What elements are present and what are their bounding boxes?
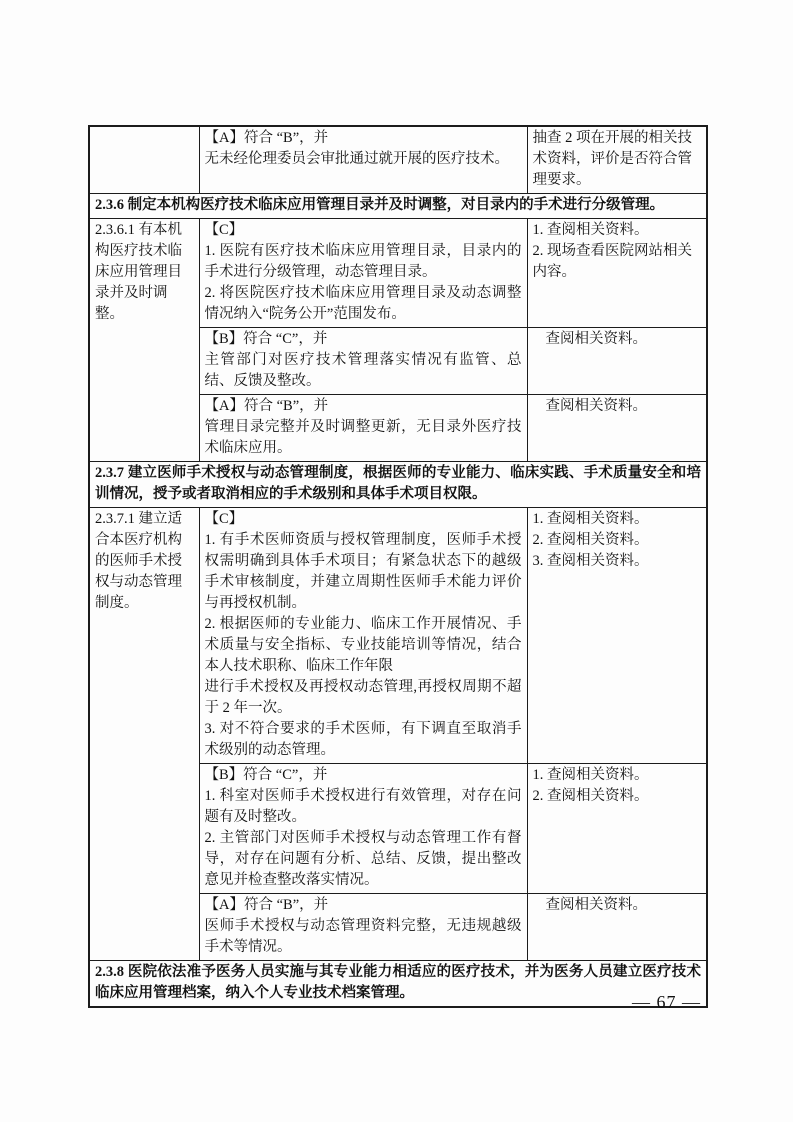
- criteria-cell: [199, 395, 527, 462]
- method-text: 1. 查阅相关资料。: [532, 222, 649, 238]
- criteria-text: 无未经伦理委员会审批通过就开展的医疗技术。: [204, 151, 509, 167]
- grade-a-header: 【A】符合 “B”，并: [204, 398, 329, 414]
- section-heading-237: 2.3.7 建立医师手术授权与动态管理制度，根据医师的专业能力、临床实践、手术质量安全和培训情况，授予或者取消相应的手术级别和具体手术项目权限。: [89, 462, 707, 508]
- criteria-cell: [199, 126, 527, 194]
- method-text: 查阅相关资料。: [545, 331, 647, 347]
- method-text: 查阅相关资料。: [545, 897, 647, 913]
- criteria-text: 进行手术授权及再授权动态管理,再授权周期不超于 2 年一次。: [204, 679, 522, 716]
- grade-a-header: 【A】符合 “B”，并: [204, 130, 329, 146]
- table-row: [89, 126, 707, 194]
- method-text: 抽查 2 项在开展的相关技术资料，评价是否符合管理要求。: [532, 130, 692, 188]
- method-cell: [527, 764, 707, 894]
- method-cell: [527, 219, 707, 328]
- method-cell: [527, 508, 707, 764]
- section-heading-236: 2.3.6 制定本机构医疗技术临床应用管理目录并及时调整，对目录内的手术进行分级管理。: [89, 194, 707, 219]
- method-text: 3. 查阅相关资料。: [532, 553, 649, 569]
- grade-a-header: 【A】符合 “B”，并: [204, 897, 329, 913]
- method-text: 1. 查阅相关资料。: [532, 767, 649, 783]
- grade-c-header: 【C】: [204, 511, 244, 527]
- method-text: 2. 查阅相关资料。: [532, 532, 649, 548]
- section-heading-238: 2.3.8 医院依法准予医务人员实施与其专业能力相适应的医疗技术，并为医务人员建立医疗技术临床应用管理档案，纳入个人专业技术档案管理。: [89, 961, 707, 1008]
- table-row: [89, 219, 707, 328]
- criteria-cell: [199, 328, 527, 395]
- criteria-cell: [199, 219, 527, 328]
- criteria-text: 2. 将医院医疗技术临床应用管理目录及动态调整情况纳入“院务公开”范围发布。: [204, 285, 522, 322]
- item-label: 2.3.6.1 有本机构医疗技术临床应用管理目录并及时调整。: [95, 222, 182, 322]
- method-cell: [527, 894, 707, 961]
- method-cell: [527, 328, 707, 395]
- method-cell: [527, 126, 707, 194]
- table-row: [89, 462, 707, 508]
- criteria-text: 医师手术授权与动态管理资料完整，无违规越级手术等情况。: [204, 918, 522, 955]
- criteria-text: 3. 对不符合要求的手术医师，有下调直至取消手术级别的动态管理。: [204, 721, 522, 758]
- criteria-cell: [199, 894, 527, 961]
- method-cell: [527, 395, 707, 462]
- grade-b-header: 【B】符合 “C”，并: [204, 331, 328, 347]
- table-row: [89, 508, 707, 764]
- criteria-text: 1. 医院有医疗技术临床应用管理目录，目录内的手术进行分级管理，动态管理目录。: [204, 243, 522, 280]
- criteria-text: 2. 根据医师的专业能力、临床工作开展情况、手术质量与安全指标、专业技能培训等情况，结合本人技术职称、临床工作年限: [204, 616, 522, 674]
- grade-c-header: 【C】: [204, 222, 244, 238]
- criteria-cell: [199, 764, 527, 894]
- table-row: [89, 194, 707, 219]
- criteria-text: 1. 科室对医师手术授权进行有效管理，对存在问题有及时整改。: [204, 788, 522, 825]
- criteria-text: 主管部门对医疗技术管理落实情况有监管、总结、反馈及整改。: [204, 352, 522, 389]
- item-cell-empty: [89, 126, 199, 194]
- method-text: 查阅相关资料。: [545, 398, 647, 414]
- method-text: 2. 现场查看医院网站相关内容。: [532, 243, 692, 280]
- grade-b-header: 【B】符合 “C”，并: [204, 767, 328, 783]
- item-cell: [89, 508, 199, 961]
- table-row: [89, 961, 707, 1008]
- standards-table: [88, 125, 708, 1008]
- criteria-cell: [199, 508, 527, 764]
- page-number: — 67 —: [632, 992, 701, 1012]
- item-cell: [89, 219, 199, 462]
- method-text: 2. 查阅相关资料。: [532, 788, 649, 804]
- criteria-text: 1. 有手术医师资质与授权管理制度，医师手术授权需明确到具体手术项目；有紧急状态下的越级手术审核制度，并建立周期性医师手术能力评价与再授权机制。: [204, 532, 522, 611]
- item-label: 2.3.7.1 建立适合本医疗机构的医师手术授权与动态管理制度。: [95, 511, 182, 611]
- method-text: 1. 查阅相关资料。: [532, 511, 649, 527]
- criteria-text: 2. 主管部门对医师手术授权与动态管理工作有督导，对存在问题有分析、总结、反馈，提出整改意见并检查整改落实情况。: [204, 830, 522, 888]
- criteria-text: 管理目录完整并及时调整更新，无目录外医疗技术临床应用。: [204, 419, 522, 456]
